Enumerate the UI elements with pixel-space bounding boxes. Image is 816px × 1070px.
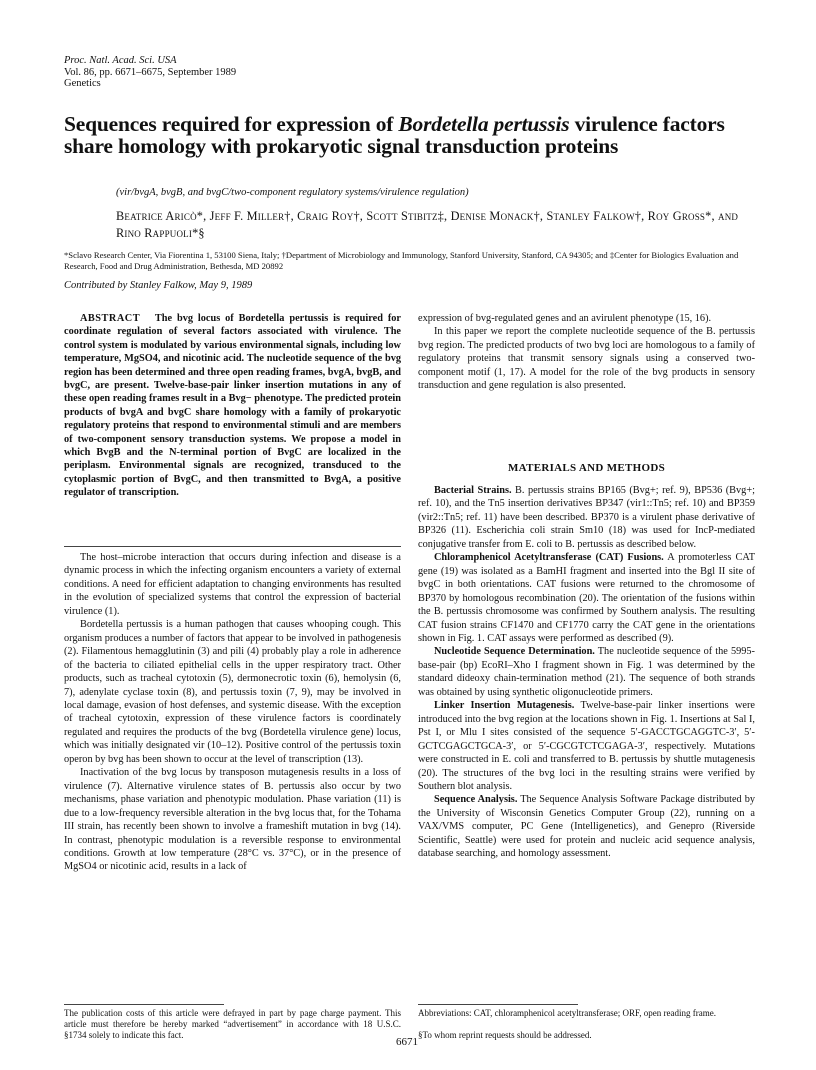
journal-header xyxy=(64,55,236,90)
abstract xyxy=(64,312,401,500)
abstract-label: ABSTRACT xyxy=(80,313,141,324)
abbreviations-note: Abbreviations: CAT, chloramphenicol acetyltransferase; ORF, open reading frame. xyxy=(418,1008,717,1018)
subsection-heading: Linker Insertion Mutagenesis. xyxy=(434,700,575,712)
publication-cost-note: The publication costs of this article were defrayed in part by page charge payment. This article must therefore be hereby marked “advertisement” in accordance with 18 U.S.C. §1734 solely to indicate this fact. xyxy=(64,1008,401,1040)
footnote-divider-right xyxy=(418,1004,578,1005)
methods-paragraph xyxy=(418,699,755,793)
title-species: Bordetella pertussis xyxy=(398,112,570,136)
methods-section xyxy=(418,484,755,861)
keywords: (vir/bvgA, bvgB, and bvgC/two-component regulatory systems/virulence regulation) xyxy=(116,187,469,198)
subsection-heading: Sequence Analysis. xyxy=(434,794,518,806)
methods-paragraph xyxy=(418,484,755,551)
intro-paragraph: Inactivation of the bvg locus by transposon mutagenesis results in a loss of virulence (7). Alternative virulence states of B. pertussis also occur by two mechanisms, phase variation and phenotypic modulation. Phase variation (11) is due to a low-frequency reversible alteration in the bvg locus that, for the Tohama III strain, has recently been shown to involve a frameshift mutation in bvg (14). In contrast, phenotypic modulation is a reversible response to environmental conditions. Growth at low temperature (28°C vs. 37°C), or in the presence of MgSO4 or nicotinic acid, results in a lack of xyxy=(64,767,401,873)
abstract-divider xyxy=(64,546,401,547)
subsection-heading: Nucleotide Sequence Determination. xyxy=(434,646,595,658)
page-number: 6671 xyxy=(396,1036,418,1048)
intro-paragraph: expression of bvg-regulated genes and an avirulent phenotype (15, 16). xyxy=(418,313,712,324)
intro-paragraph: In this paper we report the complete nucleotide sequence of the B. pertussis bvg region. The predicted products of two bvg loci are homologous to a family of regulatory proteins that transmit sensory signals using a conserved two-component motif (1, 17). A model for the role of the bvg products in sensory transduction and gene regulation is also presented. xyxy=(418,326,755,392)
reprint-note: §To whom reprint requests should be addressed. xyxy=(418,1030,592,1040)
section-heading: MATERIALS AND METHODS xyxy=(507,462,666,474)
methods-paragraph xyxy=(418,793,755,860)
methods-text: The Sequence Analysis Software Package distributed by the University of Wisconsin Genetics Computer Group (22), running on a VAX/VMS computer, PC Gene (Intelligenetics), and Genepro (Riverside Scientific, Seattle) were used for protein and nucleic acid sequence analysis, database searching, and homology assessment. xyxy=(418,794,755,860)
methods-paragraph xyxy=(418,551,755,645)
affiliations: *Sclavo Research Center, Via Fiorentina 1, 53100 Siena, Italy; †Department of Microbiology and Immunology, Stanford University, Stanford, CA 94305; and ‡Center for Biologics Evaluation and Research, Food and Drug Administration, Bethesda, MD 20892 xyxy=(64,250,739,271)
methods-text: A promoterless CAT gene (19) was isolated as a BamHI fragment and inserted into the Bgl II site of bvgC in both orientations. CAT fusions were returned to the chromosome of BP370 by homologous recombination (20). The orientation of the fusions within the B. pertussis chromosome was confirmed by Southern analysis. The resulting CAT fusion strains CF1470 and CF1770 carry the CAT gene in the orientations shown in Fig. 1. CAT assays were performed as described (9). xyxy=(418,552,755,644)
methods-text: Twelve-base-pair linker insertions were introduced into the bvg region at the locations shown in Fig. 1. Insertions at Sal I, Pst I, or Mlu I sites consisted of the sequence 5′-GACCTGCAGGTC-3′, 5′-GCTCGAGCTGCA-3′, or 5′-CGCGTCTCGAGA-3′, respectively. Mutations were constructed in E. coli and transferred to B. pertussis by shuttle mutagenesis (20). The structures of the bvg loci in the resulting strains were verified by Southern blot analysis. xyxy=(418,700,755,792)
introduction xyxy=(64,551,401,874)
author-list: Beatrice Aricò*, Jeff F. Miller†, Craig Roy†, Scott Stibitz‡, Denise Monack†, Stanley Falkow†, Roy Gross*, and Rino Rappuoli*§ xyxy=(116,209,739,240)
journal-name: Proc. Natl. Acad. Sci. USA xyxy=(64,55,177,66)
intro-paragraph: Bordetella pertussis is a human pathogen that causes whooping cough. This organism produces a number of factors that appear to be involved in pathogenesis (2). Filamentous hemagglutinin (3) and pili (4) probably play a role in adherence of the bacteria to ciliated epithelial cells in the upper respiratory tract. Other products, such as tracheal cytotoxin (5), dermonecrotic toxin (6), hemolysin (6, 7), adenylate cyclase toxin (8), and pertussis toxin (7, 9), may be involved in local damage, evasion of host defenses, and systemic disease. With the exception of tracheal cytotoxin, expression of these virulence factors is coordinately regulated and requires the products of the bvg (Bordetella virulence gene) locus, which was initially designated vir (10–12). Positive control of the pertussis toxin operon by bvg has been shown to occur at the level of transcription (13). xyxy=(64,619,401,765)
title-part1: Sequences required for expression of xyxy=(64,112,399,136)
contributed-line: Contributed by Stanley Falkow, May 9, 1989 xyxy=(64,280,253,291)
methods-text: The nucleotide sequence of the 5995-base-pair (bp) EcoRI–Xho I fragment shown in Fig. 1 was determined by the standard dideoxy chain-termination method (21). The sequence of both strands was obtained by using synthetic oligonucleotide primers. xyxy=(418,646,755,698)
section-label: Genetics xyxy=(64,78,101,89)
subsection-heading: Bacterial Strains. xyxy=(434,485,512,496)
subsection-heading: Chloramphenicol Acetyltransferase (CAT) Fusions. xyxy=(434,552,664,564)
article-title xyxy=(64,113,754,157)
footnote-divider-left xyxy=(64,1004,224,1005)
title-part2: virulence factors share homology with prokaryotic signal transduction proteins xyxy=(64,112,725,158)
methods-text: B. pertussis strains BP165 (Bvg+; ref. 9), BP536 (Bvg+; ref. 10), and the Tn5 insertion derivatives BP347 (vir1::Tn5; ref. 10) and BP359 (vir2::Tn5; ref. 11) have been described. BP370 is a virulent phase derivative of BP326 (11). Escherichia coli strain Sm10 (18) was used for IncP-mediated conjugative transfer from E. coli to B. pertussis as described below. xyxy=(418,485,755,550)
intro-continued xyxy=(418,312,755,393)
volume-line: Vol. 86, pp. 6671–6675, September 1989 xyxy=(64,66,237,78)
methods-paragraph xyxy=(418,645,755,699)
abstract-text: The bvg locus of Bordetella pertussis is required for coordinate regulation of several factors associated with virulence. The control system is modulated by various environmental signals, including low temperature, MgSO4, and nicotinic acid. The nucleotide sequence of the bvg region has been determined and three open reading frames, bvgA, bvgB, and bvgC, are present. Twelve-base-pair linker insertion mutations in any of these open reading frames result in a Bvg− phenotype. The predicted protein products of bvgA and bvgC share homology with a family of prokaryotic regulatory proteins that respond to environmental stimuli and are members of two-component sensory transduction systems. We propose a model in which BvgB and the N-terminal portion of BvgC are localized in the periplasm. Environmental signals are recognized, transduced to the cytoplasmic portion of BvgC, and then transmitted to BvgA, a positive regulator of transcription. xyxy=(64,313,402,499)
intro-paragraph: The host–microbe interaction that occurs during infection and disease is a dynamic process in which the infecting organism encounters a variety of external conditions. A need for efficient adaptation to changing environments has resulted in the evolution of specialized systems that control the expression of bacterial virulence (1). xyxy=(64,552,401,617)
